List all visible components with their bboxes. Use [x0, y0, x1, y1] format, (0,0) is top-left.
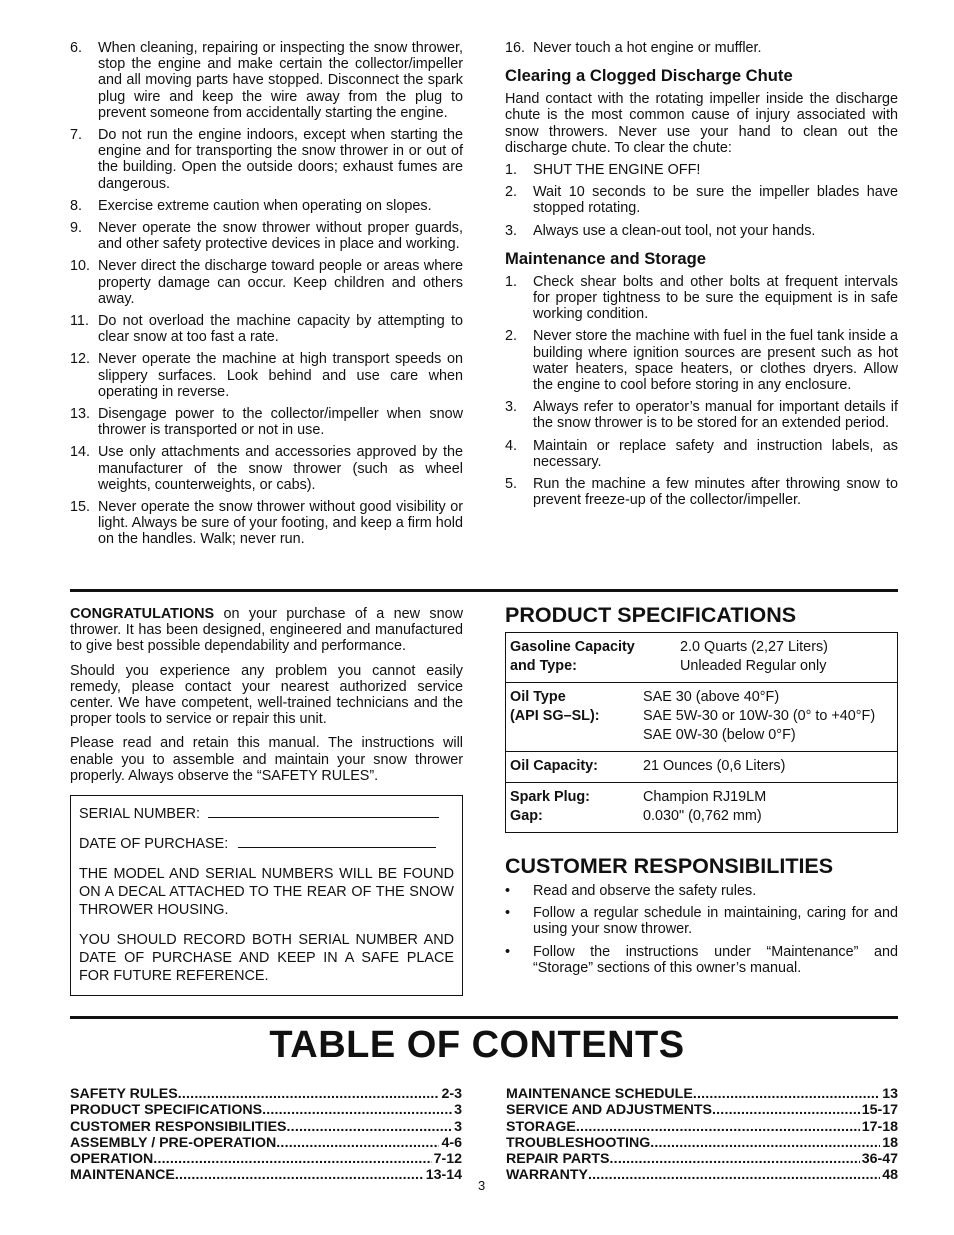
customer-responsibility-item: [505, 883, 898, 899]
serial-number-label: SERIAL NUMBER:: [79, 806, 201, 822]
toc-entry-page: 36-47: [861, 1151, 898, 1168]
item-number: 2.: [505, 328, 518, 345]
manual-paragraph: Please read and retain this manual. The instructions will enable you to assemble and maintain your snow thrower properly. Always observe the “SAFETY RULES”.: [70, 735, 463, 784]
item-text: Never store the machine with fuel in the fuel tank inside a building where ignition sources are present such as hot water heaters, space heaters, or clothes dryers. Allow the engine to cool before storing in any enclosure.: [533, 328, 898, 394]
toc-leader-dots: [693, 1086, 880, 1102]
customer-responsibilities-heading: CUSTOMER RESPONSIBILITIES: [505, 854, 834, 878]
toc-entry[interactable]: [70, 1167, 462, 1183]
product-specifications-heading: PRODUCT SPECIFICATIONS: [505, 603, 797, 627]
table-of-contents-title: TABLE OF CONTENTS: [269, 1024, 685, 1066]
item-text: Always refer to operator’s manual for important details if the snow thrower is to be stored for an extended period.: [533, 399, 898, 432]
rule-number: 16.: [505, 40, 526, 56]
toc-entry-page: 13-14: [425, 1167, 462, 1184]
item-text: Use only attachments and accessories approved by the manufacturer of the snow thrower (such as wheel weights, counterweights, or cabs).: [98, 444, 463, 493]
toc-entry-label: MAINTENANCE: [70, 1167, 175, 1184]
customer-responsibility-item: [505, 944, 898, 976]
toc-entry-page: 7-12: [433, 1151, 462, 1168]
toc-entry[interactable]: [506, 1151, 898, 1167]
toc-entry[interactable]: [506, 1167, 898, 1183]
item-text: Exercise extreme caution when operating on slopes.: [98, 197, 432, 214]
customer-responsibilities-list: [505, 883, 898, 976]
toc-leader-dots: [576, 1119, 860, 1135]
safety-rule-item: [70, 127, 463, 192]
toc-entry-page: 4-6: [441, 1134, 462, 1151]
toc-entry-page: 48: [882, 1167, 898, 1184]
item-number: 3.: [505, 222, 518, 239]
toc-entry[interactable]: [70, 1151, 462, 1167]
spec-label-line: Oil Type: [510, 689, 566, 705]
spec-row: [506, 683, 897, 752]
spec-value-line: SAE 5W-30 or 10W-30 (0° to +40°F): [643, 708, 876, 724]
item-text: Follow a regular schedule in maintaining, caring for and using your snow thrower.: [533, 905, 898, 938]
item-text: Maintain or replace safety and instruction labels, as necessary.: [533, 437, 898, 470]
safety-rule-item: [70, 258, 463, 307]
safety-rule-item: [70, 313, 463, 345]
toc-entry[interactable]: [506, 1119, 898, 1135]
spec-label-line: Oil Capacity:: [510, 758, 598, 774]
toc-entry[interactable]: [506, 1135, 898, 1151]
item-text: Follow the instructions under “Maintenance” and “Storage” sections of this owner’s manual.: [533, 943, 898, 976]
toc-right-column: [506, 1086, 898, 1184]
toc-entry-label: REPAIR PARTS: [506, 1151, 610, 1168]
maintenance-step-item: [505, 274, 898, 323]
item-text: Always use a clean-out tool, not your hands.: [533, 222, 816, 239]
toc-entry-page: 2-3: [441, 1086, 462, 1102]
maintenance-step-item: [505, 476, 898, 508]
serial-number-box: [70, 795, 463, 996]
toc-leader-dots: [287, 1119, 453, 1135]
item-number: 2.: [505, 184, 518, 201]
toc-leader-dots: [650, 1135, 880, 1151]
maintenance-steps-list: [505, 274, 898, 509]
toc-entry-label: WARRANTY: [506, 1167, 588, 1184]
toc-entry[interactable]: [70, 1119, 462, 1135]
toc-entry-label: STORAGE: [506, 1118, 576, 1135]
toc-entry[interactable]: [70, 1135, 462, 1151]
customer-responsibilities-section: [505, 853, 898, 976]
toc-entry-page: 13: [882, 1086, 898, 1102]
model-serial-note: THE MODEL AND SERIAL NUMBERS WILL BE FOUND ON A DECAL ATTACHED TO THE REAR OF THE SNOW THROWER HOUSING.: [79, 866, 454, 918]
chute-step-item: [505, 184, 898, 216]
spec-label-line: Gasoline Capacity: [510, 639, 635, 655]
specifications-table: [505, 632, 898, 833]
spec-value-line: SAE 30 (above 40°F): [643, 689, 780, 705]
intro-section: [70, 606, 463, 792]
toc-entry-page: 3: [454, 1118, 462, 1135]
maintenance-step-item: [505, 399, 898, 431]
serial-number-row: [79, 805, 454, 823]
safety-rule-item: [70, 499, 463, 548]
item-text: Run the machine a few minutes after throwing snow to prevent freeze-up of the collector/impeller.: [533, 476, 898, 509]
safety-rule-item: [70, 40, 463, 121]
toc-entry-label: MAINTENANCE SCHEDULE: [506, 1086, 693, 1102]
serial-number-blank[interactable]: [208, 806, 439, 818]
spec-row: [506, 783, 897, 832]
item-text: Never direct the discharge toward people or areas where property damage can occur. Keep children and others away.: [98, 258, 463, 307]
toc-leader-dots: [153, 1151, 431, 1167]
chute-step-item: [505, 162, 898, 178]
item-text: Disengage power to the collector/impeller when snow thrower is transported or not in use.: [98, 406, 463, 439]
section-divider: [70, 589, 898, 592]
date-of-purchase-blank[interactable]: [238, 836, 436, 848]
safety-rules-column-left: [70, 40, 463, 554]
toc-leader-dots: [178, 1086, 440, 1102]
maintenance-step-item: [505, 438, 898, 470]
bullet-icon: •: [505, 943, 511, 960]
maintenance-step-item: [505, 328, 898, 393]
toc-entry-page: 17-18: [861, 1118, 898, 1135]
item-number: 6.: [70, 40, 83, 56]
congratulations-text: on your purchase of a new snow thrower. It has been designed, engineered and manufactured to give best possible dependability and performance.: [70, 606, 463, 655]
spec-label-line: Spark Plug:: [510, 789, 590, 805]
section-divider: [70, 1016, 898, 1019]
spec-values: [680, 638, 828, 676]
item-number: 15.: [70, 499, 91, 516]
chute-steps-list: [505, 162, 898, 239]
toc-entry-page: 18: [882, 1134, 898, 1151]
item-text: Do not run the engine indoors, except when starting the engine and for transporting the snow thrower in or out of the building. Open the outside doors; exhaust fumes are dangerous.: [98, 127, 463, 192]
page-number: 3: [478, 1178, 486, 1193]
toc-leader-dots: [262, 1102, 452, 1118]
safety-rule-item: [70, 406, 463, 438]
safety-rules-column-right: [505, 40, 898, 514]
toc-leader-dots: [610, 1151, 860, 1167]
maintenance-heading: Maintenance and Storage: [505, 248, 707, 268]
spec-value-line: 21 Ounces (0,6 Liters): [643, 758, 786, 774]
item-number: 14.: [70, 444, 91, 461]
item-text: When cleaning, repairing or inspecting the snow thrower, stop the engine and make certain the collector/impeller and all moving parts have stopped. Disconnect the spark plug wire and keep the wire away from the plug to prevent someone from accidentally starting the engine.: [98, 40, 463, 121]
item-text: Never operate the machine at high transport speeds on slippery surfaces. Look behind and use care when operating in reverse.: [98, 351, 463, 400]
spec-label: [510, 788, 643, 826]
spec-values: [643, 688, 875, 745]
item-number: 1.: [505, 273, 518, 290]
record-note: YOU SHOULD RECORD BOTH SERIAL NUMBER AND DATE OF PURCHASE AND KEEP IN A SAFE PLACE FOR FUTURE REFERENCE.: [79, 932, 454, 984]
toc-leader-dots: [175, 1167, 424, 1183]
safety-rules-list: [70, 40, 463, 548]
spec-label: [510, 757, 643, 776]
chute-intro: Hand contact with the rotating impeller inside the discharge chute is the most common cause of injury associated with snow throwers. Never use your hand to clean out the discharge chute. To clear the chute:: [505, 91, 898, 156]
toc-leader-dots: [276, 1135, 439, 1151]
item-number: 8.: [70, 197, 83, 214]
spec-value-line: Champion RJ19LM: [643, 789, 767, 805]
toc-entry-page: 3: [454, 1102, 462, 1119]
item-number: 13.: [70, 406, 91, 423]
bullet-icon: •: [505, 883, 511, 899]
date-of-purchase-row: [79, 835, 454, 853]
toc-entry[interactable]: [506, 1086, 898, 1102]
toc-entry[interactable]: [70, 1086, 462, 1102]
item-number: 4.: [505, 437, 518, 454]
item-text: Never operate the snow thrower without proper guards, and other safety protective devices in place and working.: [98, 220, 463, 253]
toc-entry-label: CUSTOMER RESPONSIBILITIES: [70, 1118, 287, 1135]
toc-entry-label: ASSEMBLY / PRE-OPERATION: [70, 1134, 277, 1151]
toc-entry[interactable]: [70, 1102, 462, 1118]
spec-label: [510, 638, 680, 676]
spec-value-line: 2.0 Quarts (2,27 Liters): [680, 639, 828, 655]
item-number: 11.: [70, 313, 89, 330]
item-number: 5.: [505, 476, 518, 493]
toc-entry-label: PRODUCT SPECIFICATIONS: [70, 1102, 263, 1119]
safety-rule-item: [505, 40, 898, 56]
bullet-icon: •: [505, 905, 511, 922]
item-text: Never operate the snow thrower without good visibility or light. Always be sure of your footing, and keep a firm hold on the handles. Walk; never run.: [98, 499, 463, 548]
item-number: 9.: [70, 220, 83, 237]
toc-left-column: [70, 1086, 462, 1184]
customer-responsibility-item: [505, 905, 898, 937]
toc-leader-dots: [588, 1167, 880, 1183]
item-text: SHUT THE ENGINE OFF!: [533, 162, 701, 179]
spec-value-line: Unleaded Regular only: [680, 658, 827, 674]
spec-label-line: and Type:: [510, 658, 577, 674]
spec-values: [643, 788, 766, 826]
toc-entry-label: SAFETY RULES: [70, 1086, 178, 1102]
safety-rule-item: [70, 444, 463, 493]
chute-step-item: [505, 223, 898, 239]
congratulations-paragraph: [70, 606, 463, 655]
item-text: Check shear bolts and other bolts at frequent intervals for proper tightness to be sure the equipment is in safe working condition.: [533, 273, 898, 323]
item-number: 10.: [70, 258, 91, 275]
congratulations-bold: CONGRATULATIONS: [70, 606, 215, 622]
toc-leader-dots: [712, 1102, 860, 1118]
toc-entry[interactable]: [506, 1102, 898, 1118]
item-number: 7.: [70, 127, 83, 144]
spec-label-line: (API SG–SL):: [510, 708, 600, 724]
spec-value-line: SAE 0W-30 (below 0°F): [643, 727, 796, 743]
safety-rule-item: [70, 220, 463, 252]
spec-values: [643, 757, 785, 776]
item-text: Do not overload the machine capacity by attempting to clear snow at too fast a rate.: [98, 313, 463, 346]
date-of-purchase-label: DATE OF PURCHASE:: [79, 836, 229, 852]
toc-entry-page: 15-17: [861, 1102, 898, 1119]
spec-row: [506, 633, 897, 683]
item-text: Read and observe the safety rules.: [533, 883, 757, 899]
chute-heading: Clearing a Clogged Discharge Chute: [505, 66, 793, 86]
spec-row: [506, 752, 897, 783]
safety-rule-item: [70, 351, 463, 400]
item-number: 12.: [70, 351, 91, 368]
spec-label: [510, 688, 643, 745]
safety-rule-item: [70, 198, 463, 214]
item-number: 1.: [505, 162, 518, 179]
service-paragraph: Should you experience any problem you cannot easily remedy, please contact your nearest authorized service center. We have competent, well-trained technicians and the proper tools to service or repair this unit.: [70, 662, 463, 728]
spec-label-line: Gap:: [510, 808, 543, 824]
specs-section: [505, 602, 898, 982]
item-text: Wait 10 seconds to be sure the impeller blades have stopped rotating.: [533, 184, 898, 217]
item-number: 3.: [505, 399, 518, 416]
toc-entry-label: TROUBLESHOOTING: [506, 1134, 651, 1151]
toc-entry-label: SERVICE AND ADJUSTMENTS: [506, 1102, 713, 1119]
spec-value-line: 0.030" (0,762 mm): [643, 808, 762, 824]
toc-entry-label: OPERATION: [70, 1151, 154, 1168]
rule-text: Never touch a hot engine or muffler.: [533, 40, 762, 56]
